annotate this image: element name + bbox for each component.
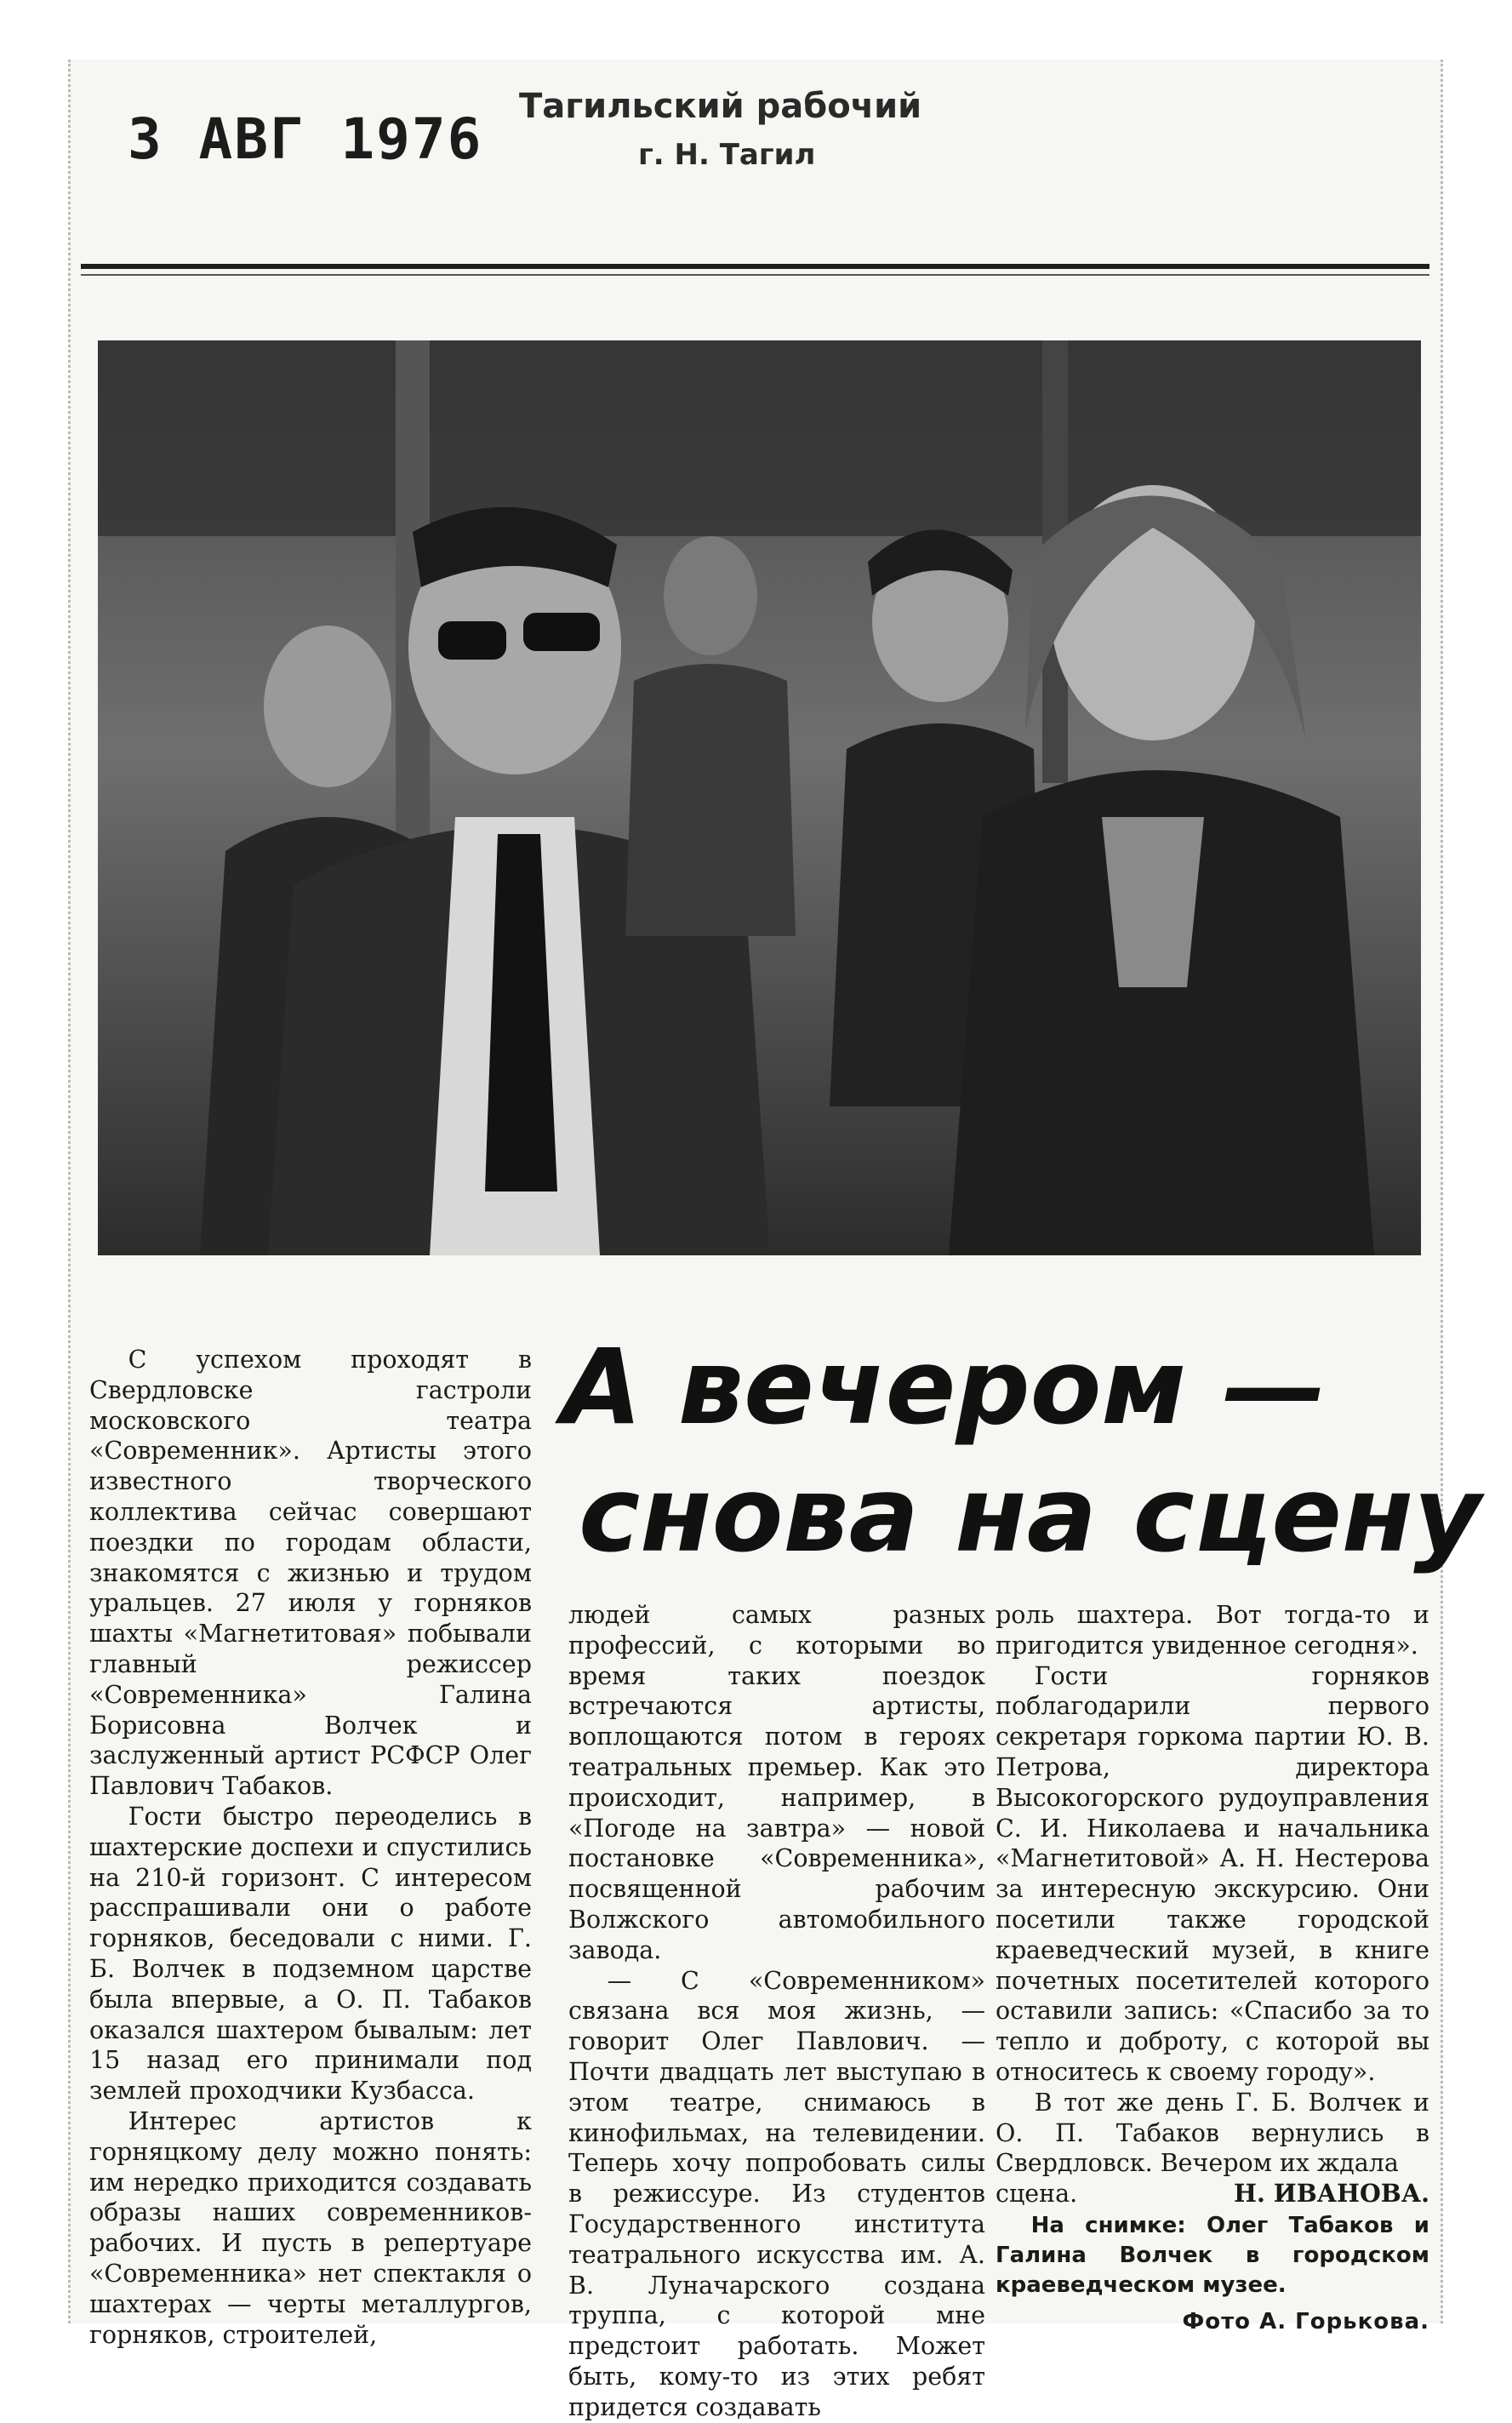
header-rule-thin <box>81 274 1429 276</box>
paragraph: Интерес артистов к горняцкому делу можно понять: им нередко приходится создавать образы наших современников-рабочих. И пусть в репертуаре «Современника» нет спектакля о шахтерах — черты металлургов, горняков, строителей, <box>89 2106 532 2349</box>
paragraph: Гости горняков поблагодарили первого секретаря горкома партии Ю. В. Петрова, директора Высокогорского рудоуправления С. И. Николаева и начальника «Магнетитовой» А. Н. Нестерова за интересную экскурсию. Они посетили также городской краеведческий музей, в книге почетных посетителей которого оставили запись: «Спасибо за то тепло и доброту, с которой вы относитесь к своему городу». <box>996 1661 1429 2086</box>
paragraph: С успехом проходят в Свердловске гастроли московского театра «Современник». Артисты этого известного творческого коллектива сейчас совершают поездки по городам области, знакомятся с жизнью и трудом уральцев. 27 июля у горняков шахты «Магнетитовая» побывали главный режиссер «Современника» Галина Борисовна Волчек и заслуженный артист РСФСР Олег Павлович Табаков. <box>89 1346 532 1801</box>
date-stamp: 3 АВГ 1976 <box>128 106 483 172</box>
article-photo <box>98 340 1421 1255</box>
article-column-2 <box>568 1600 985 2423</box>
headline <box>562 1323 1481 1579</box>
paragraph: роль шахтера. Вот тогда-то и пригодится увиденное сегодня». <box>996 1601 1429 1660</box>
header-rule <box>81 264 1429 269</box>
author: Н. ИВАНОВА. <box>1234 2179 1429 2209</box>
article-column-3 <box>996 1600 1429 2338</box>
last-word: сцена. <box>996 2180 1078 2209</box>
photo-caption: На снимке: Олег Табаков и Галина Волчек в городском краеведческом музее. <box>996 2212 1429 2298</box>
paragraph: людей самых разных профессий, с которыми во время таких поездок встречаются артисты, воплощаются потом в героях театральных премьер. Как это происходит, например, в «Погоде на завтра» — новой постановке «Современника», посвященной рабочим Волжского автомобильного завода. <box>568 1601 985 1964</box>
newspaper-city: г. Н. Тагил <box>638 138 816 172</box>
paragraph: В тот же день Г. Б. Волчек и О. П. Табаков вернулись в Свердловск. Вечером их ждала <box>996 2088 1429 2178</box>
photo-credit: Фото А. Горькова. <box>1182 2308 1429 2334</box>
byline-row <box>996 2179 1429 2209</box>
headline-line-1: А вечером — <box>562 1327 1327 1448</box>
newspaper-title: Тагильский рабочий <box>519 87 922 126</box>
photo-illustration <box>98 340 1421 1255</box>
headline-line-2: снова на сцену <box>579 1454 1481 1575</box>
paragraph: Гости быстро переоделись в шахтерские доспехи и спустились на 210-й горизонт. С интересом расспрашивали они о работе горняков, беседовали с ними. Г. Б. Волчек в подземном царстве была впервые, а О. П. Табаков оказался шахтером бывалым: лет 15 назад его принимали под землей проходчики Кузбасса. <box>89 1802 532 2106</box>
article-column-1 <box>89 1345 532 2350</box>
paragraph: — С «Современником» связана вся моя жизнь, — говорит Олег Павлович. — Почти двадцать лет выступаю в этом театре, снимаюсь в кинофильмах, на телевидении. Теперь хочу попробовать силы в режиссуре. Из студентов Государственного института театрального искусства им. А. В. Луначарского создана труппа, с которой мне предстоит работать. Может быть, кому-то из этих ребят придется создавать <box>568 1966 985 2421</box>
